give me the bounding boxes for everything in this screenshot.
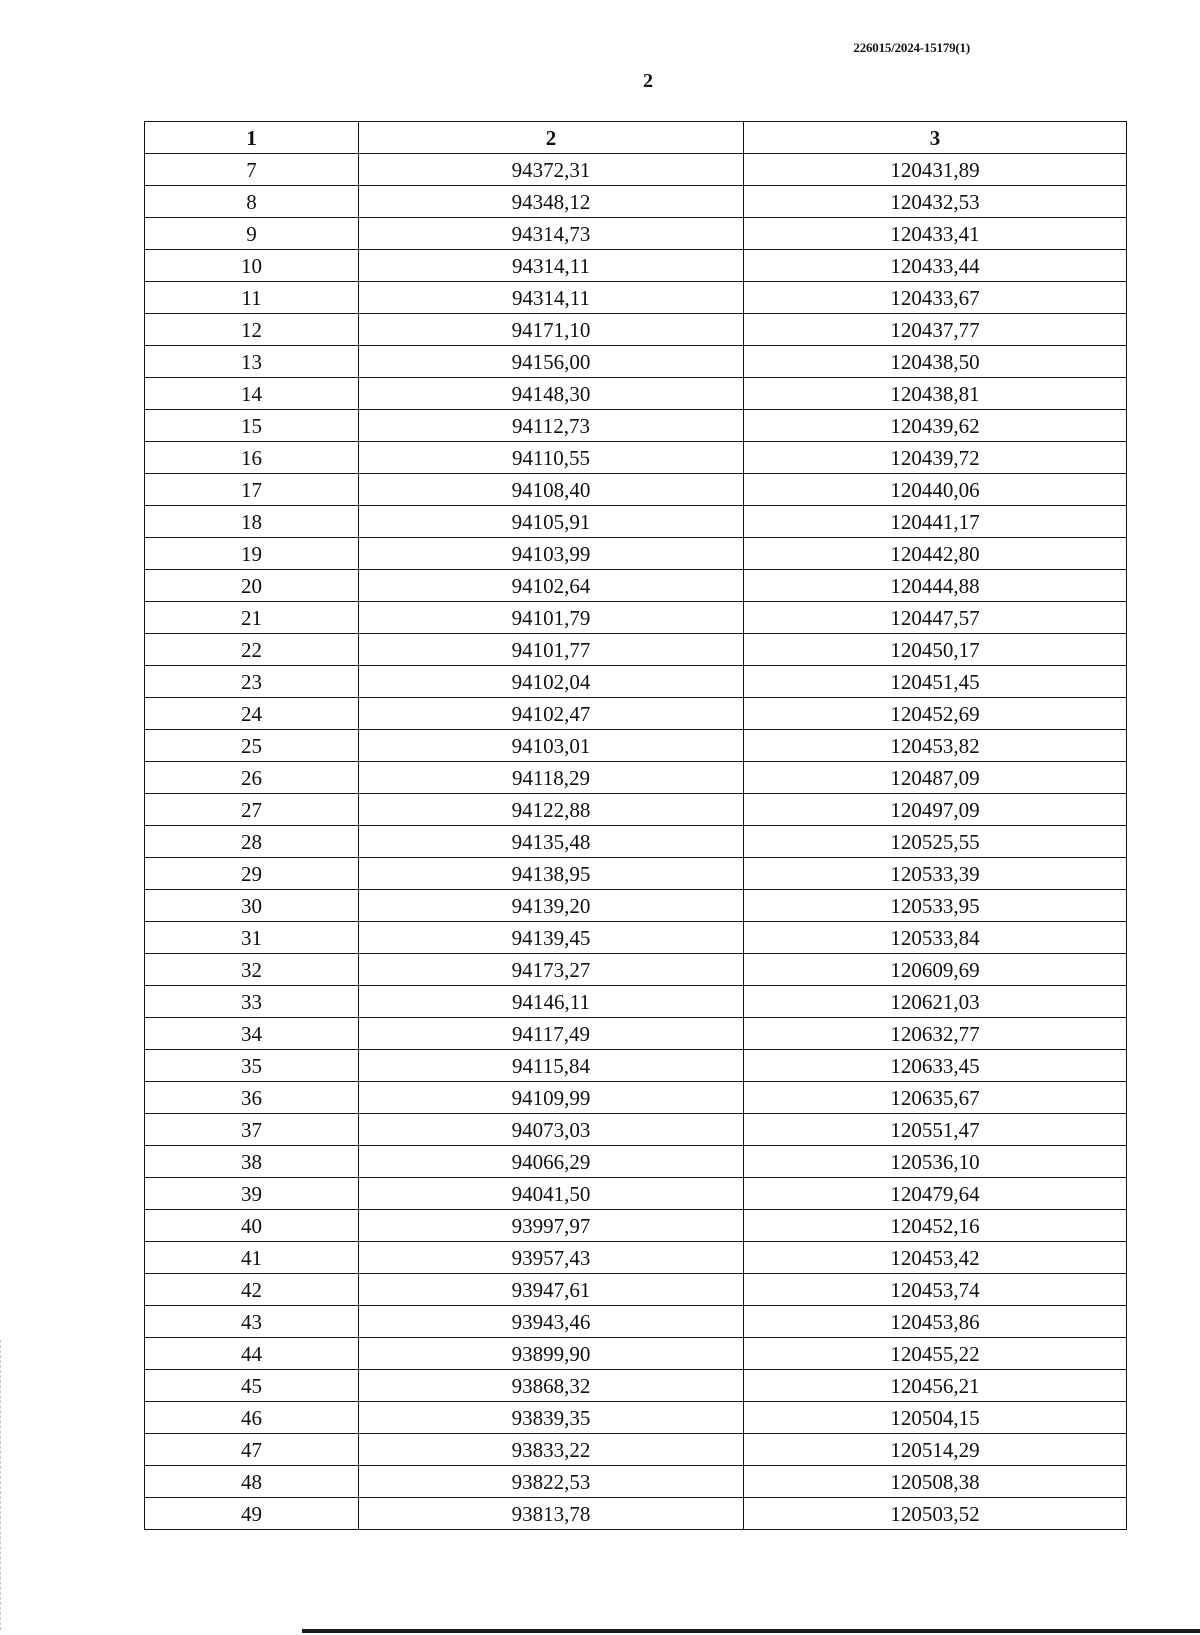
column-header-1: 1 <box>145 122 359 154</box>
cell-column-3: 120433,44 <box>744 250 1127 282</box>
scan-edge-left <box>0 1340 2 1630</box>
cell-column-3: 120450,17 <box>744 634 1127 666</box>
cell-point-number: 45 <box>145 1370 359 1402</box>
cell-column-2: 94101,77 <box>359 634 744 666</box>
cell-column-2: 94148,30 <box>359 378 744 410</box>
cell-column-3: 120441,17 <box>744 506 1127 538</box>
cell-column-3: 120508,38 <box>744 1466 1127 1498</box>
cell-column-2: 94139,20 <box>359 890 744 922</box>
cell-point-number: 19 <box>145 538 359 570</box>
cell-point-number: 35 <box>145 1050 359 1082</box>
cell-column-3: 120533,39 <box>744 858 1127 890</box>
cell-point-number: 37 <box>145 1114 359 1146</box>
cell-point-number: 40 <box>145 1210 359 1242</box>
table-header <box>145 122 1127 154</box>
cell-column-2: 94101,79 <box>359 602 744 634</box>
cell-column-3: 120503,52 <box>744 1498 1127 1530</box>
cell-column-2: 94110,55 <box>359 442 744 474</box>
cell-column-2: 94105,91 <box>359 506 744 538</box>
cell-point-number: 30 <box>145 890 359 922</box>
cell-column-3: 120479,64 <box>744 1178 1127 1210</box>
cell-point-number: 41 <box>145 1242 359 1274</box>
cell-point-number: 9 <box>145 218 359 250</box>
cell-point-number: 46 <box>145 1402 359 1434</box>
cell-column-2: 94103,99 <box>359 538 744 570</box>
cell-point-number: 39 <box>145 1178 359 1210</box>
table-row <box>145 186 1127 218</box>
cell-column-2: 94103,01 <box>359 730 744 762</box>
table-row <box>145 314 1127 346</box>
cell-point-number: 20 <box>145 570 359 602</box>
cell-point-number: 11 <box>145 282 359 314</box>
table-row <box>145 474 1127 506</box>
cell-column-3: 120453,42 <box>744 1242 1127 1274</box>
cell-column-3: 120451,45 <box>744 666 1127 698</box>
column-header-2: 2 <box>359 122 744 154</box>
table-row <box>145 634 1127 666</box>
cell-point-number: 17 <box>145 474 359 506</box>
cell-column-2: 94314,11 <box>359 282 744 314</box>
cell-column-3: 120632,77 <box>744 1018 1127 1050</box>
cell-point-number: 13 <box>145 346 359 378</box>
table-row <box>145 762 1127 794</box>
cell-point-number: 32 <box>145 954 359 986</box>
cell-column-2: 94112,73 <box>359 410 744 442</box>
cell-column-3: 120455,22 <box>744 1338 1127 1370</box>
table-row <box>145 346 1127 378</box>
table-body <box>145 154 1127 1530</box>
cell-column-3: 120452,16 <box>744 1210 1127 1242</box>
table-row <box>145 890 1127 922</box>
table-row <box>145 538 1127 570</box>
table-row <box>145 1402 1127 1434</box>
cell-point-number: 10 <box>145 250 359 282</box>
document-reference-number: 226015/2024-15179(1) <box>853 40 970 55</box>
cell-column-2: 94171,10 <box>359 314 744 346</box>
cell-column-2: 93957,43 <box>359 1242 744 1274</box>
cell-point-number: 36 <box>145 1082 359 1114</box>
cell-point-number: 38 <box>145 1146 359 1178</box>
cell-column-2: 94066,29 <box>359 1146 744 1178</box>
cell-column-3: 120452,69 <box>744 698 1127 730</box>
table-row <box>145 154 1127 186</box>
cell-column-2: 93997,97 <box>359 1210 744 1242</box>
cell-column-3: 120635,67 <box>744 1082 1127 1114</box>
cell-point-number: 44 <box>145 1338 359 1370</box>
table-row <box>145 602 1127 634</box>
cell-column-2: 93943,46 <box>359 1306 744 1338</box>
cell-column-2: 94117,49 <box>359 1018 744 1050</box>
cell-point-number: 31 <box>145 922 359 954</box>
cell-column-3: 120487,09 <box>744 762 1127 794</box>
cell-point-number: 43 <box>145 1306 359 1338</box>
cell-column-2: 94135,48 <box>359 826 744 858</box>
cell-point-number: 33 <box>145 986 359 1018</box>
cell-column-3: 120432,53 <box>744 186 1127 218</box>
cell-point-number: 42 <box>145 1274 359 1306</box>
cell-column-3: 120444,88 <box>744 570 1127 602</box>
cell-point-number: 25 <box>145 730 359 762</box>
table-row <box>145 1018 1127 1050</box>
table-row <box>145 410 1127 442</box>
cell-point-number: 49 <box>145 1498 359 1530</box>
table-row <box>145 666 1127 698</box>
cell-column-3: 120442,80 <box>744 538 1127 570</box>
cell-column-2: 93822,53 <box>359 1466 744 1498</box>
cell-point-number: 47 <box>145 1434 359 1466</box>
column-header-3: 3 <box>744 122 1127 154</box>
cell-point-number: 7 <box>145 154 359 186</box>
cell-column-2: 94118,29 <box>359 762 744 794</box>
table-header-row <box>145 122 1127 154</box>
cell-column-3: 120456,21 <box>744 1370 1127 1402</box>
cell-column-3: 120551,47 <box>744 1114 1127 1146</box>
cell-column-2: 93813,78 <box>359 1498 744 1530</box>
table-row <box>145 1178 1127 1210</box>
cell-column-2: 94372,31 <box>359 154 744 186</box>
cell-column-2: 94314,11 <box>359 250 744 282</box>
table-row <box>145 1370 1127 1402</box>
cell-column-3: 120497,09 <box>744 794 1127 826</box>
table-row <box>145 250 1127 282</box>
table-row <box>145 282 1127 314</box>
cell-column-3: 120536,10 <box>744 1146 1127 1178</box>
cell-column-3: 120621,03 <box>744 986 1127 1018</box>
cell-column-3: 120431,89 <box>744 154 1127 186</box>
cell-column-2: 93839,35 <box>359 1402 744 1434</box>
cell-point-number: 48 <box>145 1466 359 1498</box>
cell-column-2: 94102,04 <box>359 666 744 698</box>
cell-column-3: 120433,67 <box>744 282 1127 314</box>
cell-column-2: 94109,99 <box>359 1082 744 1114</box>
table-row <box>145 1306 1127 1338</box>
table-row <box>145 218 1127 250</box>
cell-column-2: 94108,40 <box>359 474 744 506</box>
cell-column-3: 120514,29 <box>744 1434 1127 1466</box>
table-row <box>145 1082 1127 1114</box>
cell-column-2: 94156,00 <box>359 346 744 378</box>
cell-point-number: 21 <box>145 602 359 634</box>
cell-column-3: 120447,57 <box>744 602 1127 634</box>
cell-point-number: 26 <box>145 762 359 794</box>
cell-column-3: 120439,62 <box>744 410 1127 442</box>
cell-column-3: 120633,45 <box>744 1050 1127 1082</box>
cell-column-2: 94073,03 <box>359 1114 744 1146</box>
cell-column-3: 120453,86 <box>744 1306 1127 1338</box>
cell-column-3: 120533,95 <box>744 890 1127 922</box>
cell-column-2: 94138,95 <box>359 858 744 890</box>
cell-column-3: 120439,72 <box>744 442 1127 474</box>
cell-column-2: 94139,45 <box>359 922 744 954</box>
cell-point-number: 12 <box>145 314 359 346</box>
cell-point-number: 34 <box>145 1018 359 1050</box>
cell-column-3: 120438,81 <box>744 378 1127 410</box>
cell-column-2: 93899,90 <box>359 1338 744 1370</box>
cell-point-number: 24 <box>145 698 359 730</box>
table-row <box>145 1466 1127 1498</box>
cell-column-3: 120525,55 <box>744 826 1127 858</box>
table-row <box>145 1498 1127 1530</box>
cell-point-number: 23 <box>145 666 359 698</box>
table-row <box>145 1338 1127 1370</box>
cell-point-number: 14 <box>145 378 359 410</box>
cell-point-number: 29 <box>145 858 359 890</box>
table-row <box>145 698 1127 730</box>
cell-column-2: 94115,84 <box>359 1050 744 1082</box>
table-row <box>145 922 1127 954</box>
cell-column-3: 120440,06 <box>744 474 1127 506</box>
cell-column-3: 120609,69 <box>744 954 1127 986</box>
table-row <box>145 1114 1127 1146</box>
cell-column-2: 94348,12 <box>359 186 744 218</box>
cell-column-2: 94122,88 <box>359 794 744 826</box>
table-row <box>145 794 1127 826</box>
cell-point-number: 27 <box>145 794 359 826</box>
table-row <box>145 1242 1127 1274</box>
cell-column-2: 94173,27 <box>359 954 744 986</box>
cell-column-2: 93947,61 <box>359 1274 744 1306</box>
table-row <box>145 1210 1127 1242</box>
cell-point-number: 28 <box>145 826 359 858</box>
cell-column-2: 94314,73 <box>359 218 744 250</box>
table-row <box>145 442 1127 474</box>
table-row <box>145 954 1127 986</box>
cell-column-3: 120437,77 <box>744 314 1127 346</box>
cell-column-2: 94041,50 <box>359 1178 744 1210</box>
cell-column-3: 120453,82 <box>744 730 1127 762</box>
table-row <box>145 858 1127 890</box>
table-row <box>145 1434 1127 1466</box>
cell-point-number: 15 <box>145 410 359 442</box>
cell-column-2: 94146,11 <box>359 986 744 1018</box>
table-row <box>145 1146 1127 1178</box>
table-row <box>145 378 1127 410</box>
table-row <box>145 826 1127 858</box>
cell-point-number: 8 <box>145 186 359 218</box>
page-number: 2 <box>643 70 653 92</box>
table-row <box>145 986 1127 1018</box>
cell-column-3: 120453,74 <box>744 1274 1127 1306</box>
cell-column-3: 120438,50 <box>744 346 1127 378</box>
scan-edge-line <box>302 1629 1200 1633</box>
cell-point-number: 18 <box>145 506 359 538</box>
table-row <box>145 506 1127 538</box>
cell-point-number: 16 <box>145 442 359 474</box>
cell-column-2: 94102,47 <box>359 698 744 730</box>
cell-column-3: 120533,84 <box>744 922 1127 954</box>
table-row <box>145 1050 1127 1082</box>
coordinates-table <box>144 121 1127 1530</box>
cell-column-2: 93868,32 <box>359 1370 744 1402</box>
cell-column-2: 94102,64 <box>359 570 744 602</box>
table-row <box>145 730 1127 762</box>
cell-column-3: 120433,41 <box>744 218 1127 250</box>
cell-column-3: 120504,15 <box>744 1402 1127 1434</box>
cell-point-number: 22 <box>145 634 359 666</box>
table-row <box>145 1274 1127 1306</box>
cell-column-2: 93833,22 <box>359 1434 744 1466</box>
table-row <box>145 570 1127 602</box>
